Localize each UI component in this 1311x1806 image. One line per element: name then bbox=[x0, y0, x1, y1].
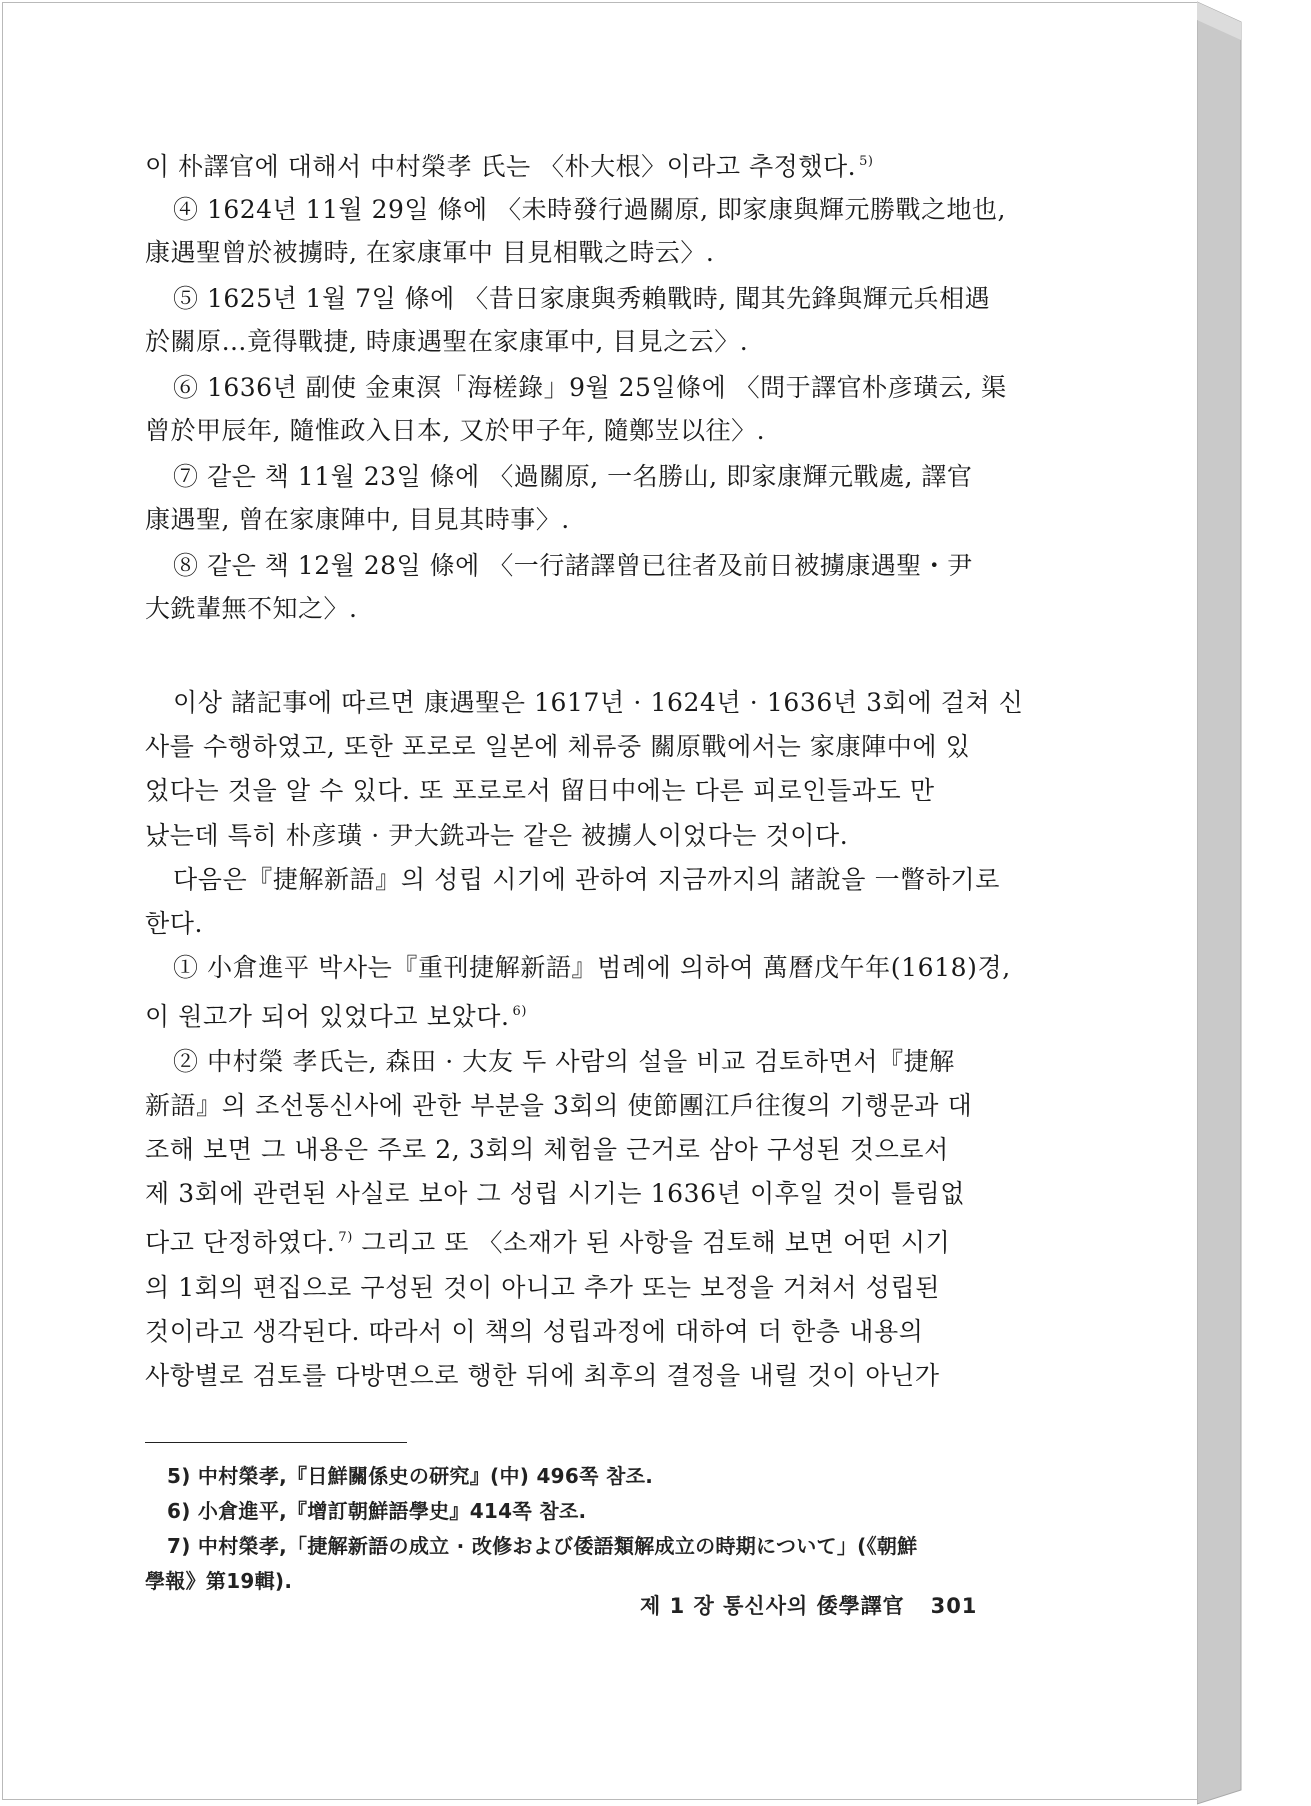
body-line-text-after: 그리고 또 〈소재가 된 사항을 검토해 보면 어떤 시기 bbox=[352, 1228, 951, 1258]
body-line: ② 中村榮 孝氏는, 森田 · 大友 두 사람의 설을 비교 검토하면서『捷解 bbox=[173, 1046, 955, 1076]
quote-item-second-line: 於關原…竟得戰捷, 時康遇聖在家康軍中, 目見之云〉. bbox=[145, 327, 749, 356]
body-line: 났는데 특히 朴彦璜 · 尹大銑과는 같은 被擄人이었다는 것이다. bbox=[145, 820, 849, 850]
running-footer bbox=[640, 1590, 977, 1620]
body-line: 제 3회에 관련된 사실로 보아 그 성립 시기는 1636년 이후일 것이 틀림없 bbox=[145, 1179, 966, 1209]
quote-item-5 bbox=[145, 277, 1065, 363]
quote-item-first-line: ⑤ 1625년 1월 7일 條에 〈昔日家康與秀賴戰時, 聞其先鋒與輝元兵相遇 bbox=[173, 284, 991, 313]
quote-item-7 bbox=[145, 455, 1065, 541]
quote-item-6 bbox=[145, 366, 1065, 452]
footnote-7: 7) 中村榮孝,「捷解新語の成立 · 改修および倭語類解成立の時期について」(《朝鮮 bbox=[167, 1534, 918, 1559]
body-line: 이상 諸記事에 따르면 康遇聖은 1617년 · 1624년 · 1636년 3회에 걸쳐 신 bbox=[173, 688, 1024, 717]
body-line bbox=[145, 990, 1065, 1039]
quote-intro-text: 이 朴譯官에 대해서 中村榮孝 氏는 〈朴大根〉이라고 추정했다. bbox=[145, 152, 857, 181]
quote-item-second-line: 曾於甲辰年, 隨惟政入日本, 又於甲子年, 隨鄭岦以往〉. bbox=[145, 416, 766, 445]
footnote-7-continued: 學報》第19輯). bbox=[145, 1569, 293, 1594]
body-line: 조해 보면 그 내용은 주로 2, 3회의 체험을 근거로 삼아 구성된 것으로서 bbox=[145, 1135, 949, 1165]
body-line: ① 小倉進平 박사는『重刊捷解新語』범례에 의하여 萬曆戊午年(1618)경, bbox=[173, 953, 1011, 983]
body-line-text: 이 원고가 되어 있었다고 보았다. bbox=[145, 1002, 510, 1032]
quote-item-first-line: ④ 1624년 11월 29일 條에 〈未時發行過關原, 即家康與輝元勝戰之地也, bbox=[173, 195, 1006, 224]
body-line bbox=[145, 1216, 1065, 1265]
quote-item-first-line: ⑧ 같은 책 12월 28일 條에 〈一行諸譯曾已往者及前日被擄康遇聖・尹 bbox=[173, 551, 973, 580]
body-line: 사항별로 검토를 다방면으로 행한 뒤에 최후의 결정을 내릴 것이 아닌가 bbox=[145, 1361, 940, 1391]
quote-intro-line bbox=[145, 140, 1065, 188]
body-line: 의 1회의 편집으로 구성된 것이 아니고 추가 또는 보정을 거쳐서 성립된 bbox=[145, 1272, 940, 1302]
footnotes bbox=[145, 1459, 1065, 1599]
quote-item-first-line: ⑦ 같은 책 11월 23일 條에 〈過關原, 一名勝山, 即家康輝元戰處, 譯官 bbox=[173, 462, 973, 491]
footnote-ref-6: 6) bbox=[512, 1004, 528, 1020]
quote-item-8 bbox=[145, 544, 1065, 630]
section-gap bbox=[145, 633, 1065, 681]
body-text bbox=[145, 681, 1065, 1398]
body-line: 한다. bbox=[145, 909, 204, 939]
footnote-6: 6) 小倉進平,『增訂朝鮮語學史』414쪽 참조. bbox=[167, 1499, 587, 1524]
footnote-5: 5) 中村榮孝,『日鮮關係史の研究』(中) 496쪽 참조. bbox=[167, 1464, 654, 1489]
page-number: 301 bbox=[930, 1594, 978, 1618]
chapter-title: 제 1 장 통신사의 倭學譯官 bbox=[640, 1594, 905, 1618]
quote-block bbox=[145, 140, 1065, 630]
body-line: 다음은『捷解新語』의 성립 시기에 관하여 지금까지의 諸說을 一瞥하기로 bbox=[173, 864, 1001, 894]
body-line: 新語』의 조선통신사에 관한 부분을 3회의 使節團江戶往復의 기행문과 대 bbox=[145, 1090, 973, 1120]
body-line: 것이라고 생각된다. 따라서 이 책의 성립과정에 대하여 더 한층 내용의 bbox=[145, 1316, 924, 1346]
quote-item-4 bbox=[145, 188, 1065, 274]
body-line-text: 다고 단정하였다. bbox=[145, 1228, 336, 1258]
quote-item-second-line: 大銑輩無不知之〉. bbox=[145, 594, 358, 623]
body-line: 사를 수행하였고, 또한 포로로 일본에 체류중 關原戰에서는 家康陣中에 있 bbox=[145, 732, 971, 762]
footnote-divider bbox=[145, 1442, 407, 1443]
footnote-ref-7: 7) bbox=[338, 1230, 353, 1246]
quote-item-first-line: ⑥ 1636년 副使 金東溟「海槎錄」9월 25일條에 〈問于譯官朴彦璜云, 渠 bbox=[173, 373, 1007, 402]
page-content bbox=[145, 140, 1065, 1599]
quote-item-second-line: 康遇聖, 曾在家康陣中, 目見其時事〉. bbox=[145, 505, 570, 534]
quote-item-second-line: 康遇聖曾於被擄時, 在家康軍中 目見相戰之時云〉. bbox=[145, 238, 715, 267]
body-line: 었다는 것을 알 수 있다. 또 포로로서 留日中에는 다른 피로인들과도 만 bbox=[145, 776, 935, 806]
footnote-ref-5: 5) bbox=[859, 154, 874, 169]
page-edge-shading bbox=[1197, 0, 1281, 1806]
